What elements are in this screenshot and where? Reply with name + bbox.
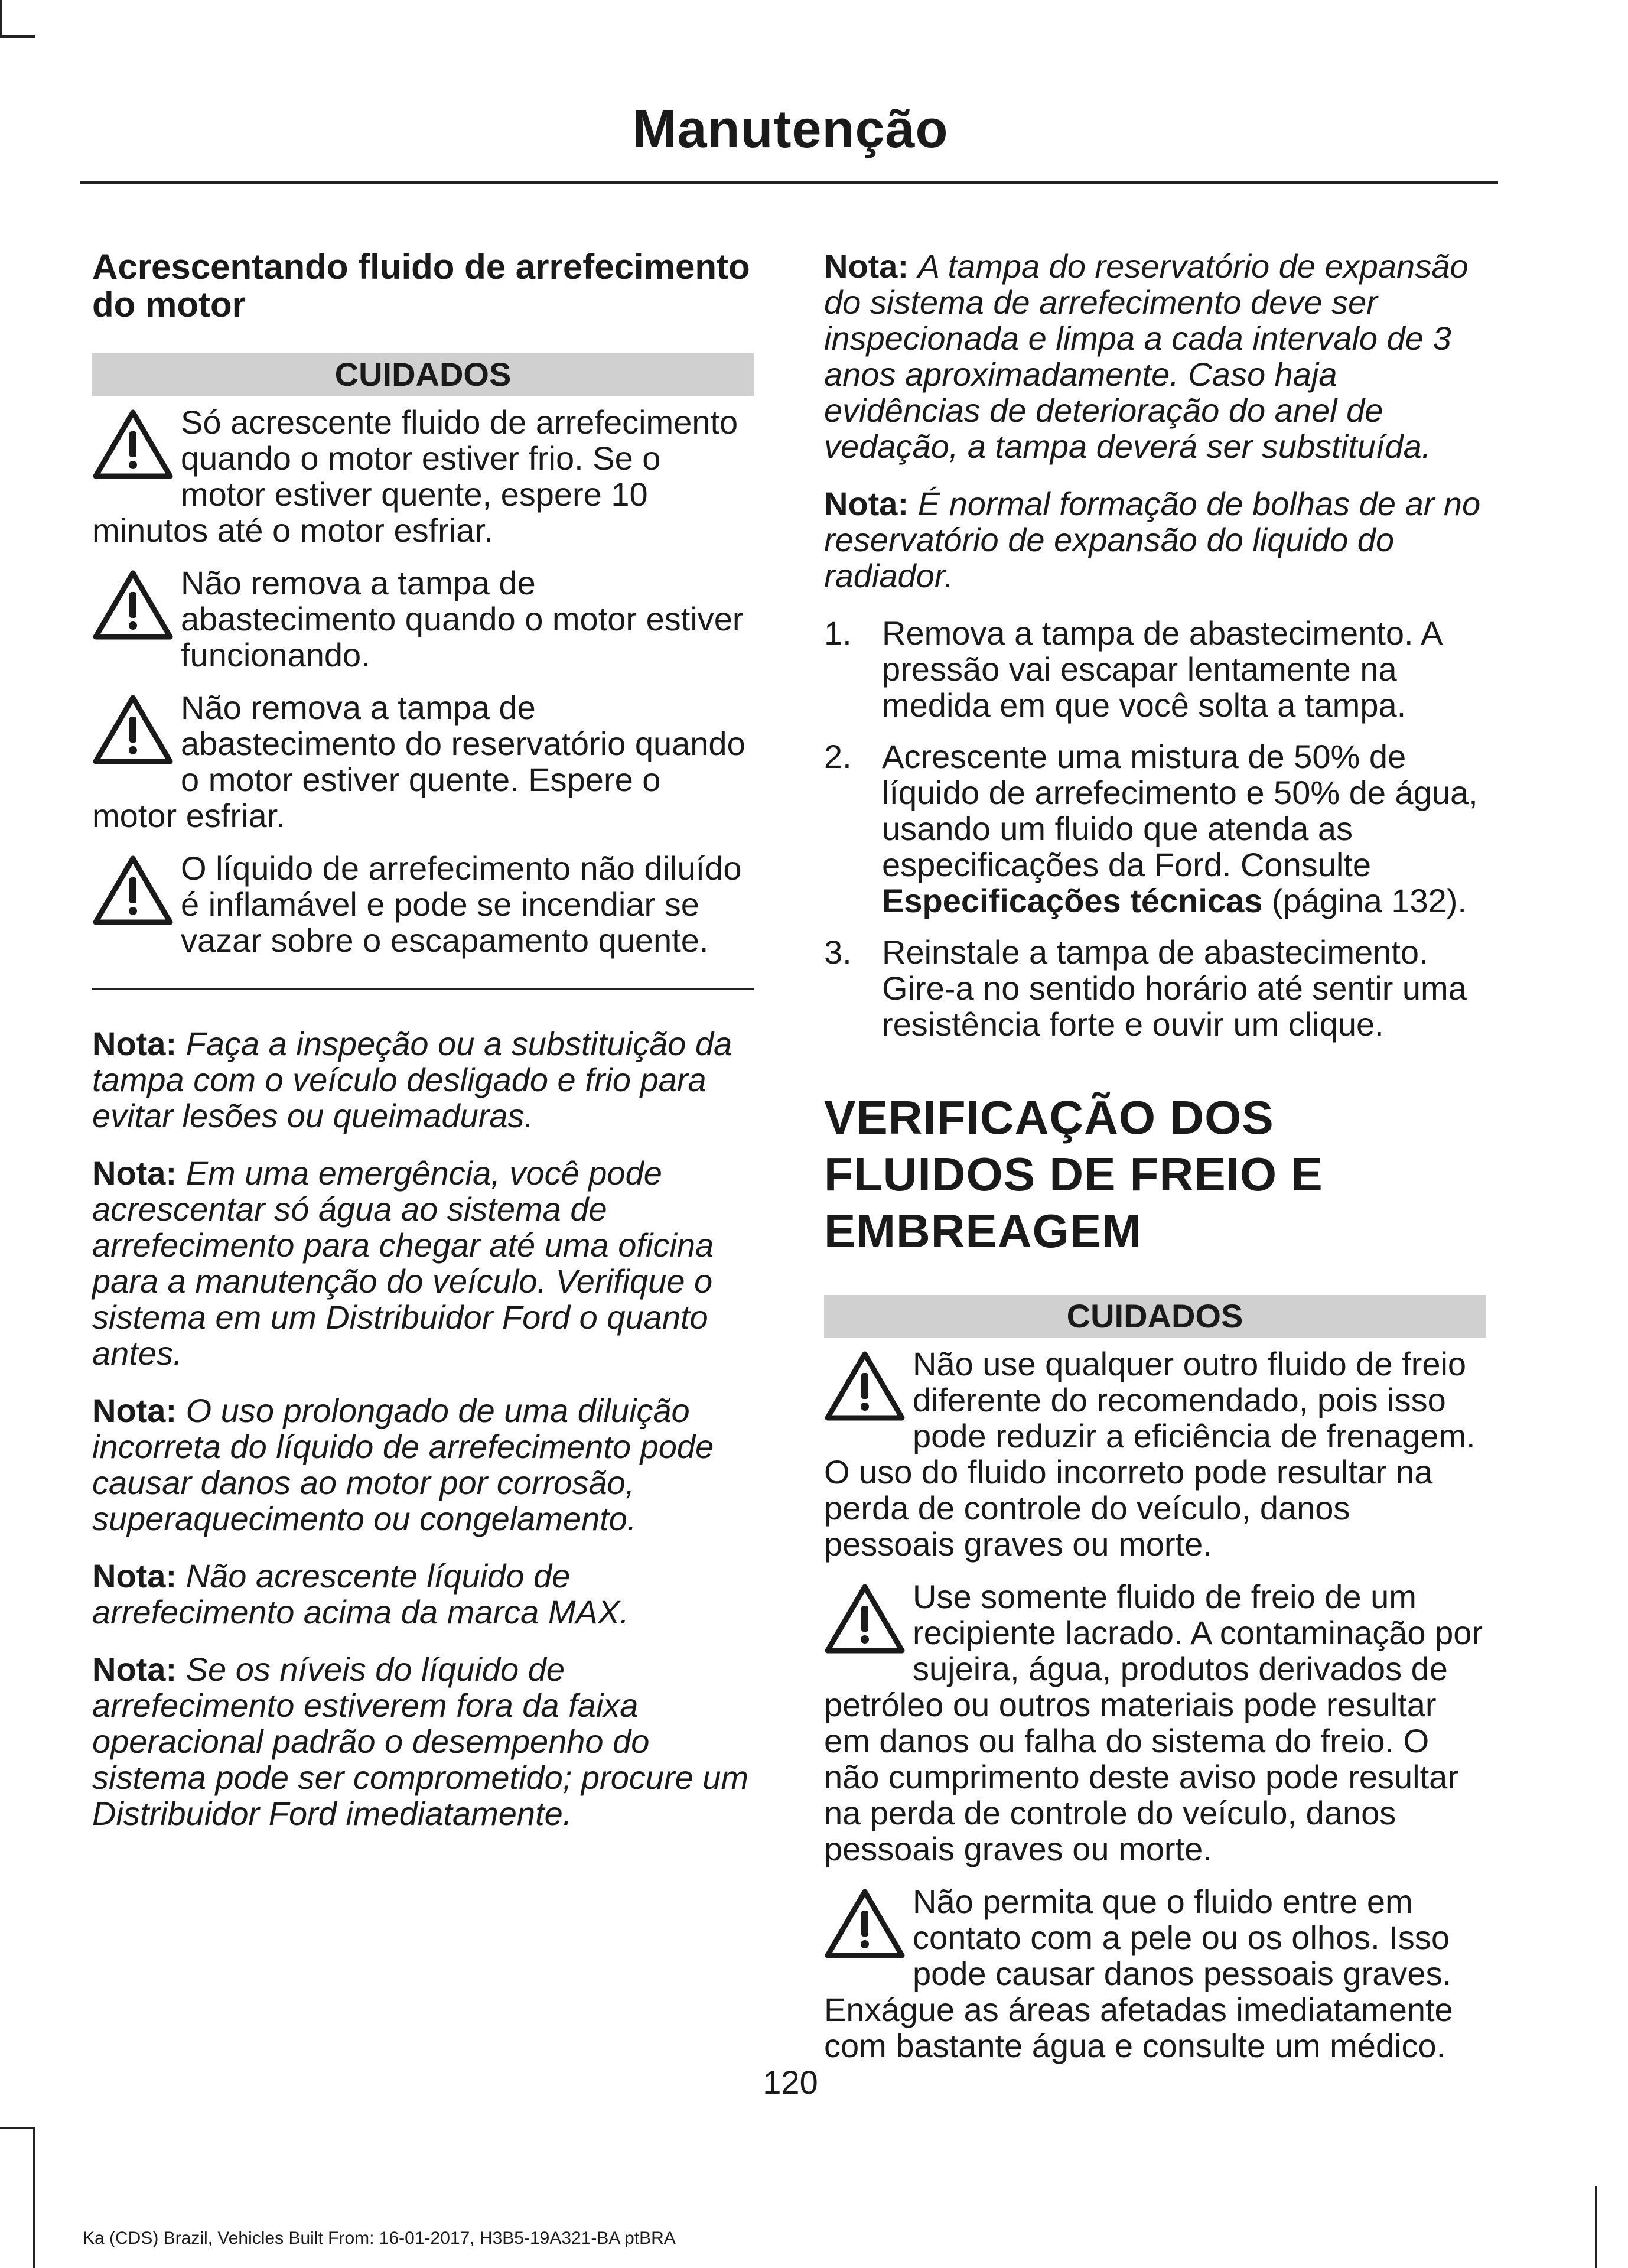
list-item (824, 615, 1486, 723)
note-text: O uso prolongado de uma diluição incorreta do líquido de arrefecimento pode causar danos ao motor por corrosão, superaquecimento ou congelamento. (92, 1392, 714, 1537)
warning-text: Não remova a tampa de abastecimento quando o motor estiver funcionando. (181, 564, 744, 673)
warning-triangle-icon (92, 855, 174, 927)
warning-triangle-icon (92, 694, 174, 766)
note-label: Nota: (92, 1154, 177, 1192)
page-reference: (página 132). (1262, 882, 1467, 919)
note (824, 248, 1486, 464)
page-number: 120 (763, 2064, 818, 2101)
note-text: A tampa do reservatório de expansão do sistema de arrefecimento deve ser inspecionada e limpa a cada intervalo de 3 anos aproximadamente. Caso haja evidências de deterioração do anel de vedação, a tampa deverá ser substituída. (824, 248, 1469, 465)
note-label: Nota: (92, 1557, 177, 1595)
cautions-block (92, 353, 754, 990)
cautions-label: CUIDADOS (92, 353, 754, 396)
note (824, 486, 1486, 594)
right-column (824, 248, 1486, 2080)
note (92, 1651, 754, 1831)
note (92, 1026, 754, 1134)
warning-text: Use somente fluido de freio de um recipiente lacrado. A contaminação por sujeira, água, produtos derivados de petróleo ou outros materiais pode resultar em danos ou falha do sistema do freio. O não cumprimento deste aviso pode resultar na perda de controle do veículo, danos pessoais graves ou morte. (824, 1578, 1483, 1867)
note-text: Faça a inspeção ou a substituição da tampa com o veículo desligado e frio para evitar lesões ou queimaduras. (92, 1025, 732, 1134)
crop-mark (33, 2127, 35, 2268)
warning-triangle-icon (92, 570, 174, 642)
warning-triangle-icon (824, 1351, 906, 1423)
note (92, 1392, 754, 1537)
note-text: Se os níveis do líquido de arrefecimento estiverem fora da faixa operacional padrão o desempenho do sistema pode ser comprometido; procure um Distribuidor Ford imediatamente. (92, 1651, 749, 1832)
note-label: Nota: (92, 1651, 177, 1688)
page-title: Manutenção (632, 100, 949, 159)
note-label: Nota: (824, 485, 909, 522)
step-text: Acrescente uma mistura de 50% de líquido de arrefecimento e 50% de água, usando um fluido que atenda as especificações da Ford. Consulte (882, 738, 1478, 883)
warning-item (92, 404, 754, 548)
step-number: 1. (824, 614, 852, 652)
note (92, 1558, 754, 1630)
warning-text: Não remova a tampa de abastecimento do reservatório quando o motor estiver quente. Espere o motor esfriar. (92, 689, 745, 834)
note-label: Nota: (824, 248, 909, 285)
left-column (92, 248, 754, 1853)
cautions-block (824, 1295, 1486, 2064)
note-text: É normal formação de bolhas de ar no reservatório de expansão do liquido do radiador. (824, 485, 1481, 594)
note-text: Em uma emergência, você pode acrescentar só água ao sistema de arrefecimento para chegar até uma oficina para a manutenção do veículo. Verifique o sistema em um Distribuidor Ford o quanto antes. (92, 1154, 714, 1372)
cautions-label: CUIDADOS (824, 1295, 1486, 1338)
note (92, 1155, 754, 1371)
step-number: 2. (824, 738, 852, 775)
crop-mark (0, 35, 35, 38)
warning-item (824, 1346, 1486, 1562)
step-number: 3. (824, 933, 852, 971)
coolant-heading: Acrescentando fluido de arrefecimento do motor (92, 247, 750, 324)
warning-item (824, 1579, 1486, 1867)
list-item (824, 934, 1486, 1042)
steps-list (824, 615, 1486, 1042)
crop-mark (0, 2127, 35, 2129)
specifications-link[interactable]: Especificações técnicas (882, 882, 1263, 919)
warning-item (92, 565, 754, 673)
note-text: Não acrescente líquido de arrefecimento acima da marca MAX. (92, 1557, 629, 1631)
warning-item (824, 1883, 1486, 2064)
warning-item (92, 689, 754, 834)
list-item (824, 738, 1486, 919)
note-label: Nota: (92, 1392, 177, 1429)
step-text: Reinstale a tampa de abastecimento. Gire-a no sentido horário até sentir uma resistência forte e ouvir um clique. (882, 933, 1467, 1043)
warning-triangle-icon (824, 1583, 906, 1655)
warning-text: Não permita que o fluido entre em contato com a pele ou os olhos. Isso pode causar danos pessoais graves. Enxágue as áreas afetadas imediatamente com bastante água e consulte um médico. (824, 1883, 1453, 2064)
crop-mark (0, 0, 2, 35)
warning-item (92, 850, 754, 958)
footer-text: Ka (CDS) Brazil, Vehicles Built From: 16-01-2017, H3B5-19A321-BA ptBRA (83, 2228, 676, 2248)
warning-text: Não use qualquer outro fluido de freio diferente do recomendado, pois isso pode reduzir a eficiência de frenagem. O uso do fluido incorreto pode resultar na perda de controle do veículo, danos pessoais graves ou morte. (824, 1345, 1476, 1563)
brake-fluid-heading: VERIFICAÇÃO DOS FLUIDOS DE FREIO E EMBREAGEM (824, 1091, 1323, 1257)
warning-triangle-icon (92, 409, 174, 481)
note-label: Nota: (92, 1025, 177, 1062)
step-text: Remova a tampa de abastecimento. A pressão vai escapar lentamente na medida em que você solta a tampa. (882, 614, 1441, 724)
warning-text: O líquido de arrefecimento não diluído é inflamável e pode se incendiar se vazar sobre o escapamento quente. (181, 850, 742, 959)
title-rule (80, 181, 1498, 184)
warning-text: Só acrescente fluido de arrefecimento quando o motor estiver frio. Se o motor estiver quente, espere 10 minutos até o motor esfriar. (92, 404, 738, 549)
warning-triangle-icon (824, 1888, 906, 1960)
crop-mark (1595, 2186, 1597, 2268)
